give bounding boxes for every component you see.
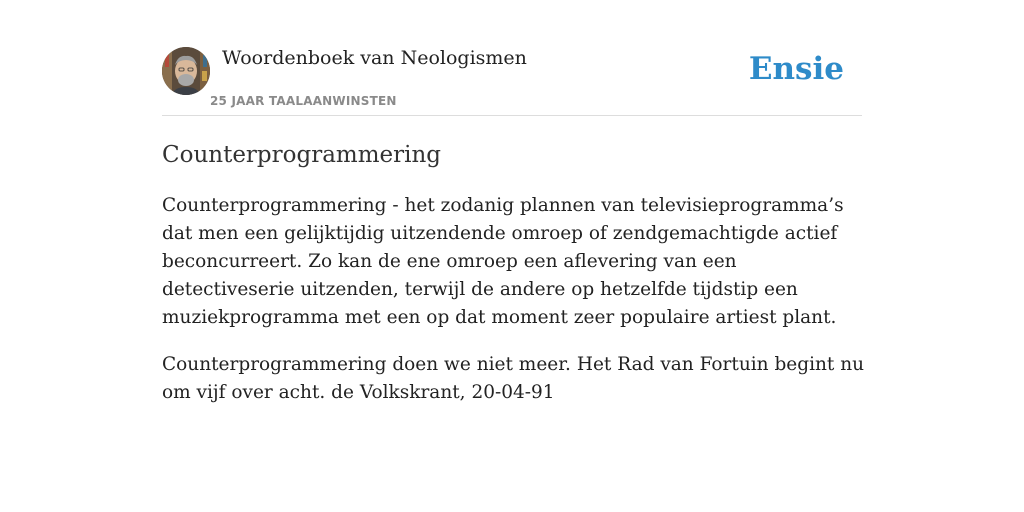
site-header xyxy=(162,0,862,116)
site-subtitle: 25 JAAR TAALAANWINSTEN xyxy=(210,94,397,108)
author-portrait-icon xyxy=(162,47,210,95)
ensie-logo-link[interactable]: Ensie xyxy=(748,51,844,87)
entry-quote: Counterprogrammering doen we niet meer. Het Rad van Fortuin begint nu om vijf over acht. de Volkskrant, 20-04-91 xyxy=(162,354,865,403)
author-avatar[interactable] xyxy=(162,47,210,95)
content-column xyxy=(162,0,865,403)
entry-title: Counterprogrammering xyxy=(162,142,442,168)
site-title[interactable]: Woordenboek van Neologismen xyxy=(222,47,527,69)
entry-definition: Counterprogrammering - het zodanig plannen van televisieprogramma’s dat men een gelijktijdig uitzendende omroep of zendgemachtigde actief beconcurreert. Zo kan de ene omroep een aflevering van een detectiveserie uitzenden, terwijl de andere op hetzelfde tijdstip een muziekprogramma met een op dat moment zeer populaire artiest plant. xyxy=(162,195,844,328)
